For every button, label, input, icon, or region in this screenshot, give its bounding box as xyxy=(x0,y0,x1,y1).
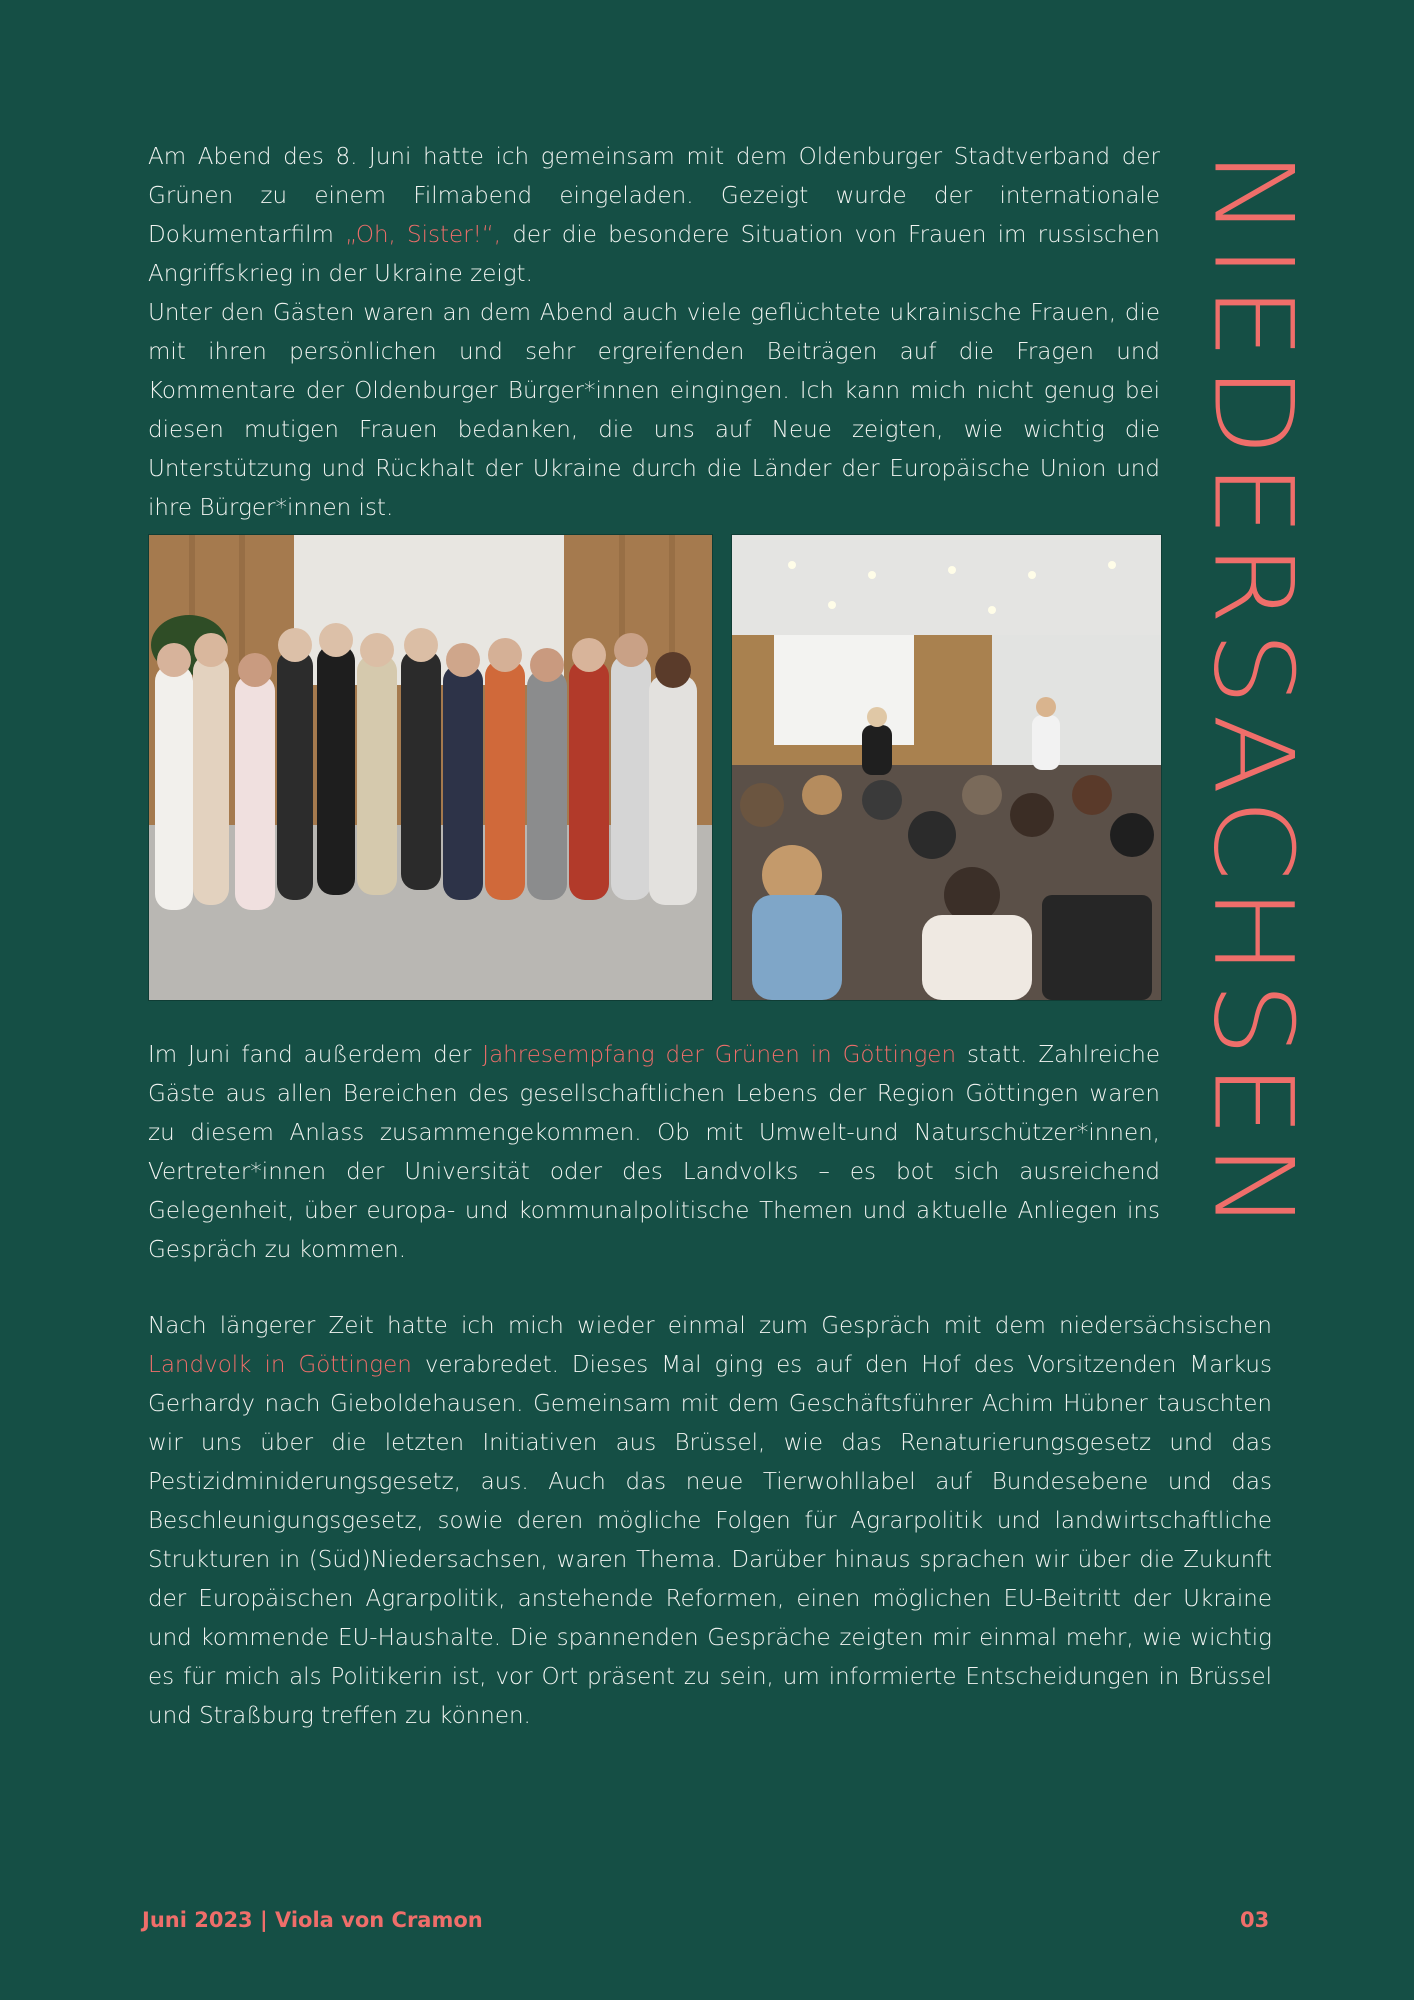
photo-group-illustration xyxy=(149,535,712,1000)
landvolk-start-text: Nach längerer Zeit hatte ich mich wieder einmal zum Gespräch mit dem niedersächsischen xyxy=(148,1313,1272,1339)
footer-page-number: 03 xyxy=(1240,1908,1270,1932)
reception-rest-text: statt. Zahlreiche Gäste aus allen Bereichen des gesellschaftlichen Lebens der Region Göttingen waren zu diesem Anlass zusammengekommen. Ob mit Umwelt-und Naturschützer*innen, Vertreter*innen der Universität oder des Landvolks – es bot sich ausreichend Gelegenheit, über europa- und kommunalpolitische Themen und aktuelle Anliegen ins Gespräch zu kommen. xyxy=(148,1042,1161,1263)
paragraph-reception xyxy=(148,1036,1160,1270)
section-title-text: NIEDERSACHSEN xyxy=(1189,150,1317,1238)
paragraph-guests: Unter den Gästen waren an dem Abend auch viele geflüchtete ukrainische Frauen, die mit ihren persönlichen und sehr ergreifenden Beiträgen auf die Fragen und Kommentare der Oldenburger Bürger*innen eingingen. Ich kann mich nicht genug bei diesen mutigen Frauen bedanken, die uns auf Neue zeigten, wie wichtig die Unterstützung und Rückhalt der Ukraine durch die Länder der Europäische Union und ihre Bürger*innen ist. xyxy=(148,300,1160,521)
photo-group-of-women xyxy=(148,534,713,1001)
organization-highlight: Landvolk in Göttingen xyxy=(148,1352,412,1378)
reception-start-text: Im Juni fand außerdem der xyxy=(148,1042,483,1068)
photo-audience-film-screening xyxy=(731,534,1162,1001)
paragraph-landvolk xyxy=(148,1307,1272,1736)
film-title-highlight: „Oh, Sister!“, xyxy=(345,222,502,248)
section-goettingen-reception xyxy=(148,1036,1160,1270)
footer-publication-info: Juni 2023 | Viola von Cramon xyxy=(142,1908,483,1932)
section-oldenburg-film-evening xyxy=(148,138,1160,528)
film-intro-text: Am Abend des 8. Juni hatte ich gemeinsam mit dem Oldenburger Stadtverband der Grünen zu einem Filmabend eingeladen. Gezeigt wurde der internationale Dokumentarfilm xyxy=(148,144,1160,248)
landvolk-rest-text: verabredet. Dieses Mal ging es auf den Hof des Vorsitzenden Markus Gerhardy nach Gieboldehausen. Gemeinsam mit dem Geschäftsführer Achim Hübner tauschten wir uns über die letzten Initiativen aus Brüssel, wie das Renaturierungsgesetz und das Pestizidminiderungsgesetz, aus. Auch das neue Tierwohllabel auf Bundesebene und das Beschleunigungsgesetz, sowie deren mögliche Folgen für Agrarpolitik und landwirtschaftliche Strukturen in (Süd)Niedersachsen, waren Thema. Darüber hinaus sprachen wir über die Zukunft der Europäischen Agrarpolitik, anstehende Reformen, einen möglichen EU-Beitritt der Ukraine und kommende EU-Haushalte. Die spannenden Gespräche zeigten mir einmal mehr, wie wichtig es für mich als Politikerin ist, vor Ort präsent zu sein, um informierte Entscheidungen in Brüssel und Straßburg treffen zu können. xyxy=(148,1352,1272,1729)
film-intro-end-text: der die besondere Situation von Frauen im russischen Angriffskrieg in der Ukraine zeigt. xyxy=(148,222,1161,287)
event-name-highlight: Jahresempfang der Grünen in Göttingen xyxy=(482,1042,957,1068)
section-title-vertical xyxy=(1188,150,1318,1270)
photo-audience-illustration xyxy=(732,535,1161,1000)
section-landvolk-meeting xyxy=(148,1307,1272,1736)
paragraph-film-intro xyxy=(148,138,1160,294)
